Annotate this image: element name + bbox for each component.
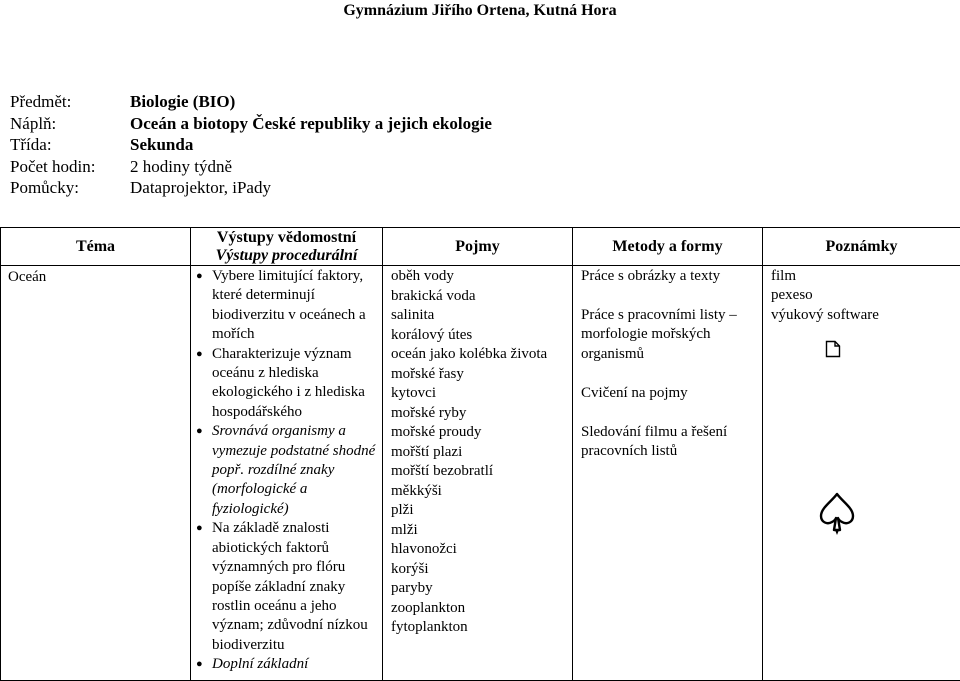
- outcome-item: [191, 655, 382, 674]
- meta-label: Pomůcky:: [10, 177, 130, 199]
- vystupy-cell: [191, 266, 383, 681]
- meta-row-content: [10, 113, 492, 135]
- note-item: film: [771, 267, 960, 286]
- meta-value: 2 hodiny týdně: [130, 156, 232, 178]
- tema-cell: Oceán: [1, 266, 191, 681]
- method-item: Cvičení na pojmy: [581, 384, 762, 403]
- outcome-item: [191, 519, 382, 655]
- header-tema: Téma: [1, 228, 191, 266]
- meta-row-hours: [10, 156, 492, 178]
- note-item: pexeso: [771, 286, 960, 305]
- outcome-item: [191, 422, 382, 519]
- method-item: Práce s obrázky a texty: [581, 267, 762, 286]
- header-vystupy-knowledge: Výstupy vědomostní: [191, 229, 382, 247]
- meta-row-class: [10, 134, 492, 156]
- term: korýši: [391, 560, 572, 580]
- bullet-icon: ●: [196, 655, 203, 674]
- term: mořské ryby: [391, 404, 572, 424]
- outcome-text: Vybere limitující faktory, které determinují biodiverzitu v oceánech a mořích: [212, 268, 366, 342]
- term: mořští plazi: [391, 443, 572, 463]
- note-item: výukový software: [771, 306, 960, 325]
- bullet-icon: ●: [196, 519, 203, 538]
- bullet-icon: ●: [196, 267, 203, 286]
- pojmy-cell: [383, 266, 573, 681]
- outcome-text: Srovnává organismy a vymezuje podstatné shodné popř. rozdílné znaky (morfologické a fyziologické): [212, 423, 375, 517]
- meta-row-subject: [10, 91, 492, 113]
- term: mlži: [391, 521, 572, 541]
- table-row: [1, 266, 960, 681]
- meta-label: Třída:: [10, 134, 130, 156]
- document-icon: [825, 340, 841, 364]
- term: korálový útes: [391, 326, 572, 346]
- bullet-icon: ●: [196, 422, 203, 441]
- school-name: Gymnázium Jiřího Ortena, Kutná Hora: [0, 1, 960, 21]
- header-metody: Metody a formy: [573, 228, 763, 266]
- table-header-row: [1, 228, 960, 266]
- outcome-text: Na základě znalosti abiotických faktorů významných pro flóru popíše základní znaky rostlin oceánu a jeho význam; zdůvodní nízkou biodiverzitu: [212, 520, 368, 652]
- term: oceán jako kolébka života: [391, 345, 572, 365]
- spade-icon: [819, 492, 855, 542]
- meta-value: Sekunda: [130, 134, 193, 156]
- term: plži: [391, 501, 572, 521]
- header-vystupy: [191, 228, 383, 266]
- term: oběh vody: [391, 267, 572, 287]
- bullet-icon: ●: [196, 345, 203, 364]
- meta-label: Náplň:: [10, 113, 130, 135]
- course-info: [10, 91, 492, 199]
- header-pojmy: Pojmy: [383, 228, 573, 266]
- term: kytovci: [391, 384, 572, 404]
- header-vystupy-procedural: Výstupy procedurální: [191, 247, 382, 265]
- header-poznamky: Poznámky: [763, 228, 960, 266]
- term: fytoplankton: [391, 618, 572, 638]
- term: zooplankton: [391, 599, 572, 619]
- meta-row-tools: [10, 177, 492, 199]
- outcome-text: Doplní základní: [212, 656, 308, 672]
- curriculum-table: [0, 227, 960, 681]
- term: salinita: [391, 306, 572, 326]
- meta-label: Předmět:: [10, 91, 130, 113]
- term: mořské proudy: [391, 423, 572, 443]
- outcome-item: [191, 267, 382, 345]
- outcome-text: Charakterizuje význam oceánu z hlediska ekologického i z hlediska hospodářského: [212, 346, 365, 420]
- meta-value: Biologie (BIO): [130, 91, 235, 113]
- term: měkkýši: [391, 482, 572, 502]
- term: paryby: [391, 579, 572, 599]
- term: brakická voda: [391, 287, 572, 307]
- term: mořští bezobratlí: [391, 462, 572, 482]
- meta-label: Počet hodin:: [10, 156, 130, 178]
- meta-value: Dataprojektor, iPady: [130, 177, 271, 199]
- term: mořské řasy: [391, 365, 572, 385]
- term: hlavonožci: [391, 540, 572, 560]
- metody-cell: [573, 266, 763, 681]
- meta-value: Oceán a biotopy České republiky a jejich ekologie: [130, 113, 492, 135]
- method-item: Práce s pracovními listy – morfologie mořských organismů: [581, 306, 762, 364]
- method-item: Sledování filmu a řešení pracovních listů: [581, 423, 762, 462]
- poznamky-cell: [763, 266, 960, 681]
- outcome-item: [191, 345, 382, 423]
